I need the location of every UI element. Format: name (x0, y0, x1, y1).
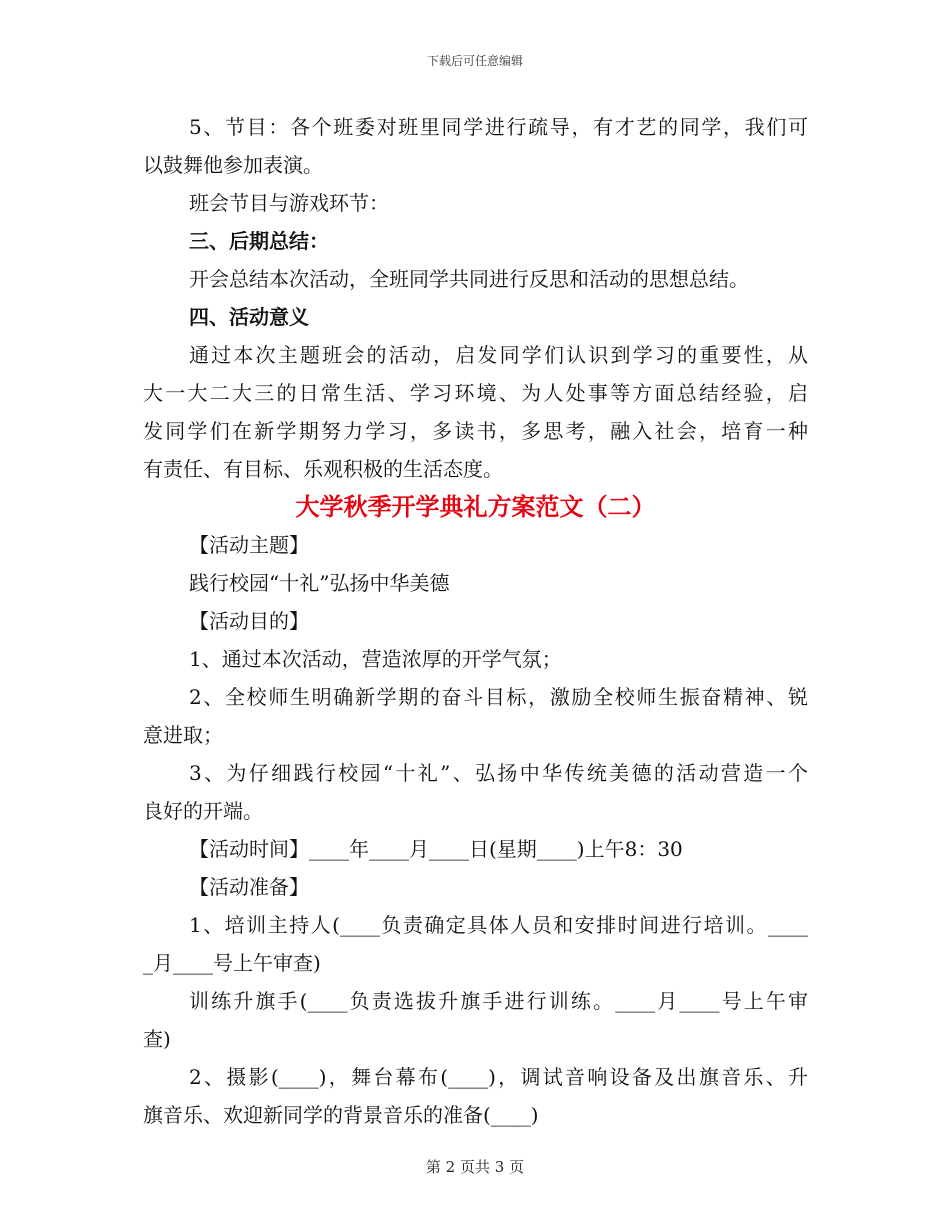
paragraph-line: 1、培训主持人(____负责确定具体人员和安排时间进行培训。____ (189, 913, 808, 937)
paragraph-line: 【活动目的】 (189, 609, 309, 633)
paragraph-line: _月____号上午审查) (143, 951, 321, 975)
paragraph-line: 【活动准备】 (189, 875, 309, 899)
paragraph-line: 训练升旗手(____负责选拔升旗手进行训练。____月____号上午审 (189, 989, 808, 1013)
paragraph-line: 旗音乐、欢迎新同学的背景音乐的准备(____) (143, 1103, 539, 1127)
paragraph-line: 践行校园“十礼”弘扬中华美德 (189, 571, 450, 595)
paragraph-line: 良好的开端。 (143, 799, 263, 823)
page-footer: 第 2 页共 3 页 (425, 1158, 525, 1176)
section-heading: 四、活动意义 (189, 305, 309, 329)
paragraph-line: 大一大二大三的日常生活、学习环境、为人处事等方面总结经验，启 (143, 381, 808, 405)
paragraph-line: 【活动主题】 (189, 533, 309, 557)
paragraph-line: 意进取； (143, 723, 223, 747)
paragraph-line: 【活动时间】____年____月____日(星期____)上午8：30 (189, 837, 683, 861)
paragraph-line: 2、全校师生明确新学期的奋斗目标，激励全校师生振奋精神、锐 (189, 685, 808, 709)
paragraph-line: 有责任、有目标、乐观积极的生活态度。 (143, 457, 503, 481)
paragraph-line: 1、通过本次活动，营造浓厚的开学气氛； (189, 647, 562, 671)
paragraph-line: 查) (143, 1027, 171, 1051)
paragraph-line: 3、为仔细践行校园“十礼”、弘扬中华传统美德的活动营造一个 (189, 761, 808, 785)
paragraph-line: 开会总结本次活动，全班同学共同进行反思和活动的思想总结。 (189, 267, 749, 291)
section-heading: 三、后期总结： (189, 229, 329, 253)
page-header: 下载后可任意编辑 (426, 54, 523, 68)
paragraph-line: 5、节目：各个班委对班里同学进行疏导，有才艺的同学，我们可 (189, 115, 808, 139)
paragraph-line: 发同学们在新学期努力学习，多读书，多思考，融入社会，培育一种 (143, 419, 808, 443)
document-title: 大学秋季开学典礼方案范文（二） (295, 492, 656, 521)
paragraph-line: 班会节目与游戏环节： (189, 191, 389, 215)
paragraph-line: 2、摄影(____)，舞台幕布(____)，调试音响设备及出旗音乐、升 (189, 1065, 808, 1089)
paragraph-line: 通过本次主题班会的活动，启发同学们认识到学习的重要性，从 (189, 343, 808, 367)
document-body (143, 108, 808, 1134)
paragraph-line: 以鼓舞他参加表演。 (143, 153, 323, 177)
